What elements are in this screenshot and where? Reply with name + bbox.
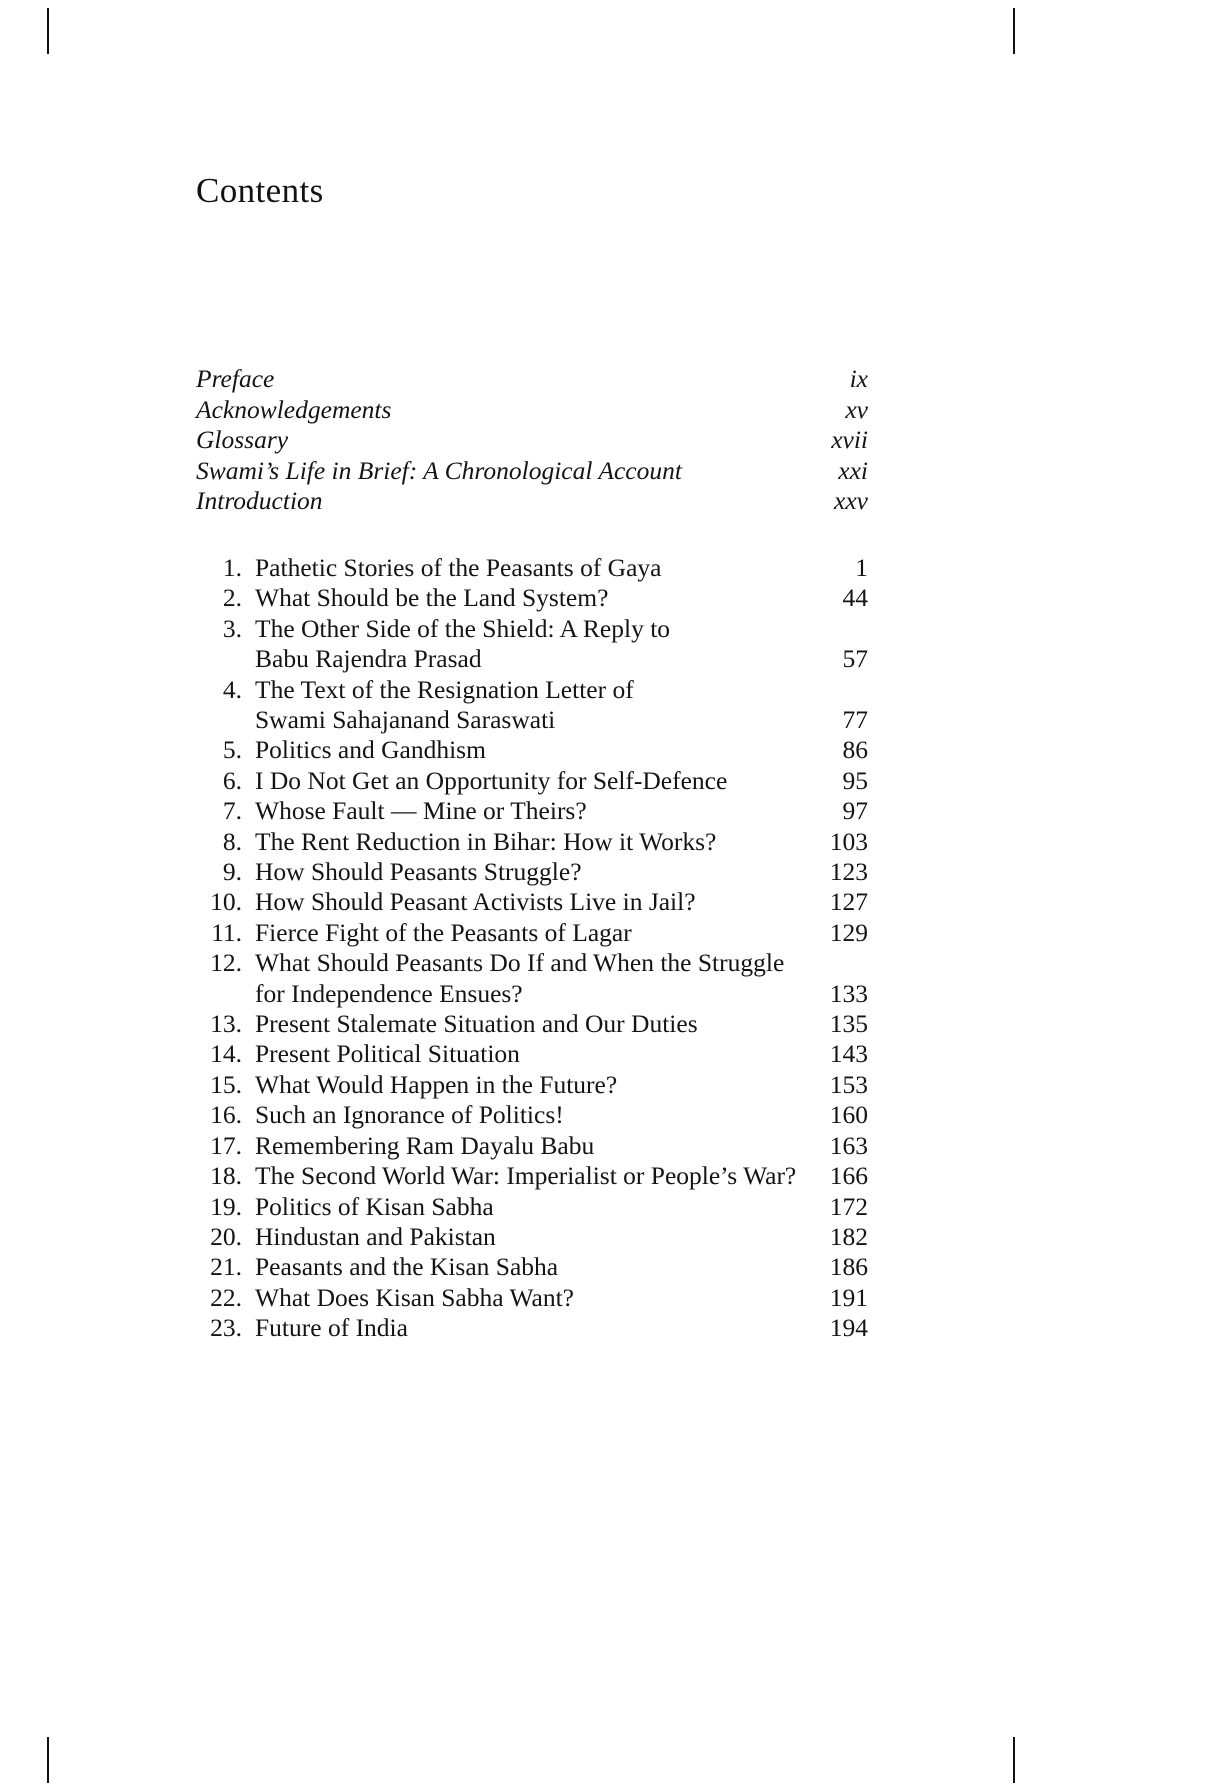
chapter-title: The Second World War: Imperialist or People’s War? — [255, 1161, 797, 1191]
chapter-number: 7. — [222, 796, 242, 826]
chapter-title: Such an Ignorance of Politics! — [255, 1100, 564, 1130]
front-matter-label: Introduction — [196, 486, 323, 516]
chapter-title: Politics and Gandhism — [255, 735, 486, 765]
chapter-title: Babu Rajendra Prasad — [255, 644, 482, 674]
chapter-entry[interactable] — [196, 1070, 868, 1100]
chapter-title: What Should Peasants Do If and When the Struggle — [255, 948, 785, 978]
chapter-entry[interactable] — [196, 887, 868, 917]
front-matter-entry[interactable] — [196, 364, 868, 395]
chapter-number: 16. — [210, 1100, 242, 1130]
chapter-entry[interactable] — [196, 1161, 868, 1191]
chapter-number: 5. — [222, 735, 242, 765]
front-matter-label: Acknowledgements — [196, 394, 392, 424]
chapter-page-number: 1 — [855, 552, 868, 582]
front-matter-label: Preface — [196, 364, 275, 393]
chapter-entry[interactable] — [196, 857, 868, 887]
crop-mark-top-right — [1013, 8, 1015, 54]
chapter-page-number: 153 — [829, 1069, 868, 1099]
chapter-title: What Should be the Land System? — [255, 583, 609, 613]
chapter-title: Hindustan and Pakistan — [255, 1221, 496, 1251]
chapter-entry[interactable] — [196, 553, 868, 583]
front-matter-page-number: xxv — [834, 486, 868, 516]
chapter-number: 14. — [210, 1039, 242, 1069]
chapter-page-number: 135 — [829, 1009, 868, 1039]
chapter-number: 1. — [222, 552, 242, 582]
chapter-entry[interactable] — [196, 705, 868, 735]
chapter-number: 10. — [210, 887, 242, 917]
chapter-number: 17. — [210, 1130, 242, 1160]
front-matter-label: Glossary — [196, 425, 289, 455]
chapter-number: 8. — [222, 826, 242, 856]
chapter-number: 22. — [210, 1282, 242, 1312]
chapter-entry[interactable] — [196, 583, 868, 613]
front-matter-page-number: xxi — [838, 455, 868, 485]
chapter-number: 19. — [210, 1191, 242, 1221]
chapter-page-number: 186 — [829, 1252, 868, 1282]
chapter-page-number: 129 — [829, 917, 868, 947]
chapter-entry[interactable] — [196, 1131, 868, 1161]
chapter-page-number: 182 — [829, 1221, 868, 1251]
chapter-entry[interactable] — [196, 675, 868, 705]
front-matter-page-number: ix — [849, 364, 868, 393]
chapter-title: The Rent Reduction in Bihar: How it Works? — [255, 826, 717, 856]
front-matter-entry[interactable] — [196, 425, 868, 456]
chapter-page-number: 160 — [829, 1100, 868, 1130]
chapter-entry[interactable] — [196, 1313, 868, 1343]
chapter-title: How Should Peasants Struggle? — [255, 857, 582, 887]
chapter-entry[interactable] — [196, 1100, 868, 1130]
chapter-number: 6. — [222, 765, 242, 795]
chapter-title: Present Stalemate Situation and Our Duties — [255, 1009, 698, 1039]
chapter-title: Politics of Kisan Sabha — [255, 1191, 494, 1221]
chapter-title: Swami Sahajanand Saraswati — [255, 705, 556, 734]
front-matter-list — [196, 364, 868, 517]
chapter-entry[interactable] — [196, 1283, 868, 1313]
chapter-number: 12. — [210, 948, 242, 978]
chapter-title: Future of India — [255, 1313, 408, 1343]
page-title: Contents — [196, 171, 324, 210]
chapter-title: I Do Not Get an Opportunity for Self-Defence — [255, 765, 728, 795]
crop-mark-bottom-left — [47, 1737, 49, 1783]
chapter-entry[interactable] — [196, 796, 868, 826]
chapter-page-number: 57 — [842, 644, 868, 674]
chapter-title: What Would Happen in the Future? — [255, 1069, 618, 1099]
front-matter-entry[interactable] — [196, 456, 868, 487]
chapter-entry[interactable] — [196, 1252, 868, 1282]
chapter-number: 11. — [211, 917, 242, 947]
chapter-entry[interactable] — [196, 948, 868, 978]
chapter-entry[interactable] — [196, 766, 868, 796]
chapter-title: The Text of the Resignation Letter of — [255, 674, 634, 704]
chapter-number: 20. — [210, 1221, 242, 1251]
chapter-number: 2. — [222, 583, 242, 613]
chapter-entry[interactable] — [196, 827, 868, 857]
chapter-page-number: 103 — [829, 826, 868, 856]
front-matter-entry[interactable] — [196, 486, 868, 517]
chapter-page-number: 143 — [829, 1039, 868, 1069]
chapter-title: The Other Side of the Shield: A Reply to — [255, 613, 671, 643]
front-matter-label: Swami’s Life in Brief: A Chronological Account — [196, 455, 682, 485]
text-block — [196, 170, 868, 1344]
chapter-number: 4. — [222, 674, 242, 704]
chapter-entry[interactable] — [196, 735, 868, 765]
chapter-entry[interactable] — [196, 1009, 868, 1039]
chapter-title: How Should Peasant Activists Live in Jail? — [255, 887, 696, 917]
chapter-page-number: 194 — [829, 1313, 868, 1343]
chapter-entry[interactable] — [196, 1039, 868, 1069]
chapter-entry[interactable] — [196, 979, 868, 1009]
crop-mark-top-left — [47, 8, 49, 54]
chapter-list — [196, 553, 868, 1344]
chapter-entry[interactable] — [196, 918, 868, 948]
chapter-page-number: 123 — [829, 857, 868, 887]
chapter-page-number: 127 — [829, 887, 868, 917]
chapter-title: Peasants and the Kisan Sabha — [255, 1252, 559, 1282]
chapter-number: 3. — [222, 613, 242, 643]
chapter-entry[interactable] — [196, 614, 868, 644]
chapter-page-number: 163 — [829, 1130, 868, 1160]
crop-mark-bottom-right — [1013, 1737, 1015, 1783]
chapter-page-number: 191 — [829, 1282, 868, 1312]
chapter-title: Pathetic Stories of the Peasants of Gaya — [255, 552, 662, 582]
chapter-page-number: 97 — [842, 796, 868, 826]
chapter-number: 13. — [210, 1009, 242, 1039]
front-matter-page-number: xvii — [831, 425, 868, 455]
chapter-page-number: 77 — [842, 705, 868, 734]
chapter-title: Whose Fault — Mine or Theirs? — [255, 796, 587, 826]
chapter-number: 15. — [210, 1069, 242, 1099]
chapter-page-number: 44 — [842, 583, 868, 613]
chapter-page-number: 95 — [842, 765, 868, 795]
chapter-page-number: 133 — [829, 978, 868, 1008]
chapter-number: 18. — [210, 1161, 242, 1191]
chapter-title: Present Political Situation — [255, 1039, 520, 1069]
chapter-number: 21. — [210, 1252, 242, 1282]
chapter-entry[interactable] — [196, 1192, 868, 1222]
chapter-page-number: 86 — [842, 735, 868, 765]
chapter-title: Fierce Fight of the Peasants of Lagar — [255, 917, 632, 947]
chapter-entry[interactable] — [196, 644, 868, 674]
front-matter-entry[interactable] — [196, 395, 868, 426]
chapter-title: for Independence Ensues? — [255, 978, 523, 1008]
chapter-number: 23. — [210, 1313, 242, 1343]
chapter-page-number: 166 — [829, 1161, 868, 1191]
front-matter-page-number: xv — [845, 394, 868, 424]
chapter-number: 9. — [222, 857, 242, 887]
chapter-page-number: 172 — [829, 1191, 868, 1221]
chapter-title: Remembering Ram Dayalu Babu — [255, 1130, 595, 1160]
chapter-entry[interactable] — [196, 1222, 868, 1252]
chapter-title: What Does Kisan Sabha Want? — [255, 1282, 574, 1312]
